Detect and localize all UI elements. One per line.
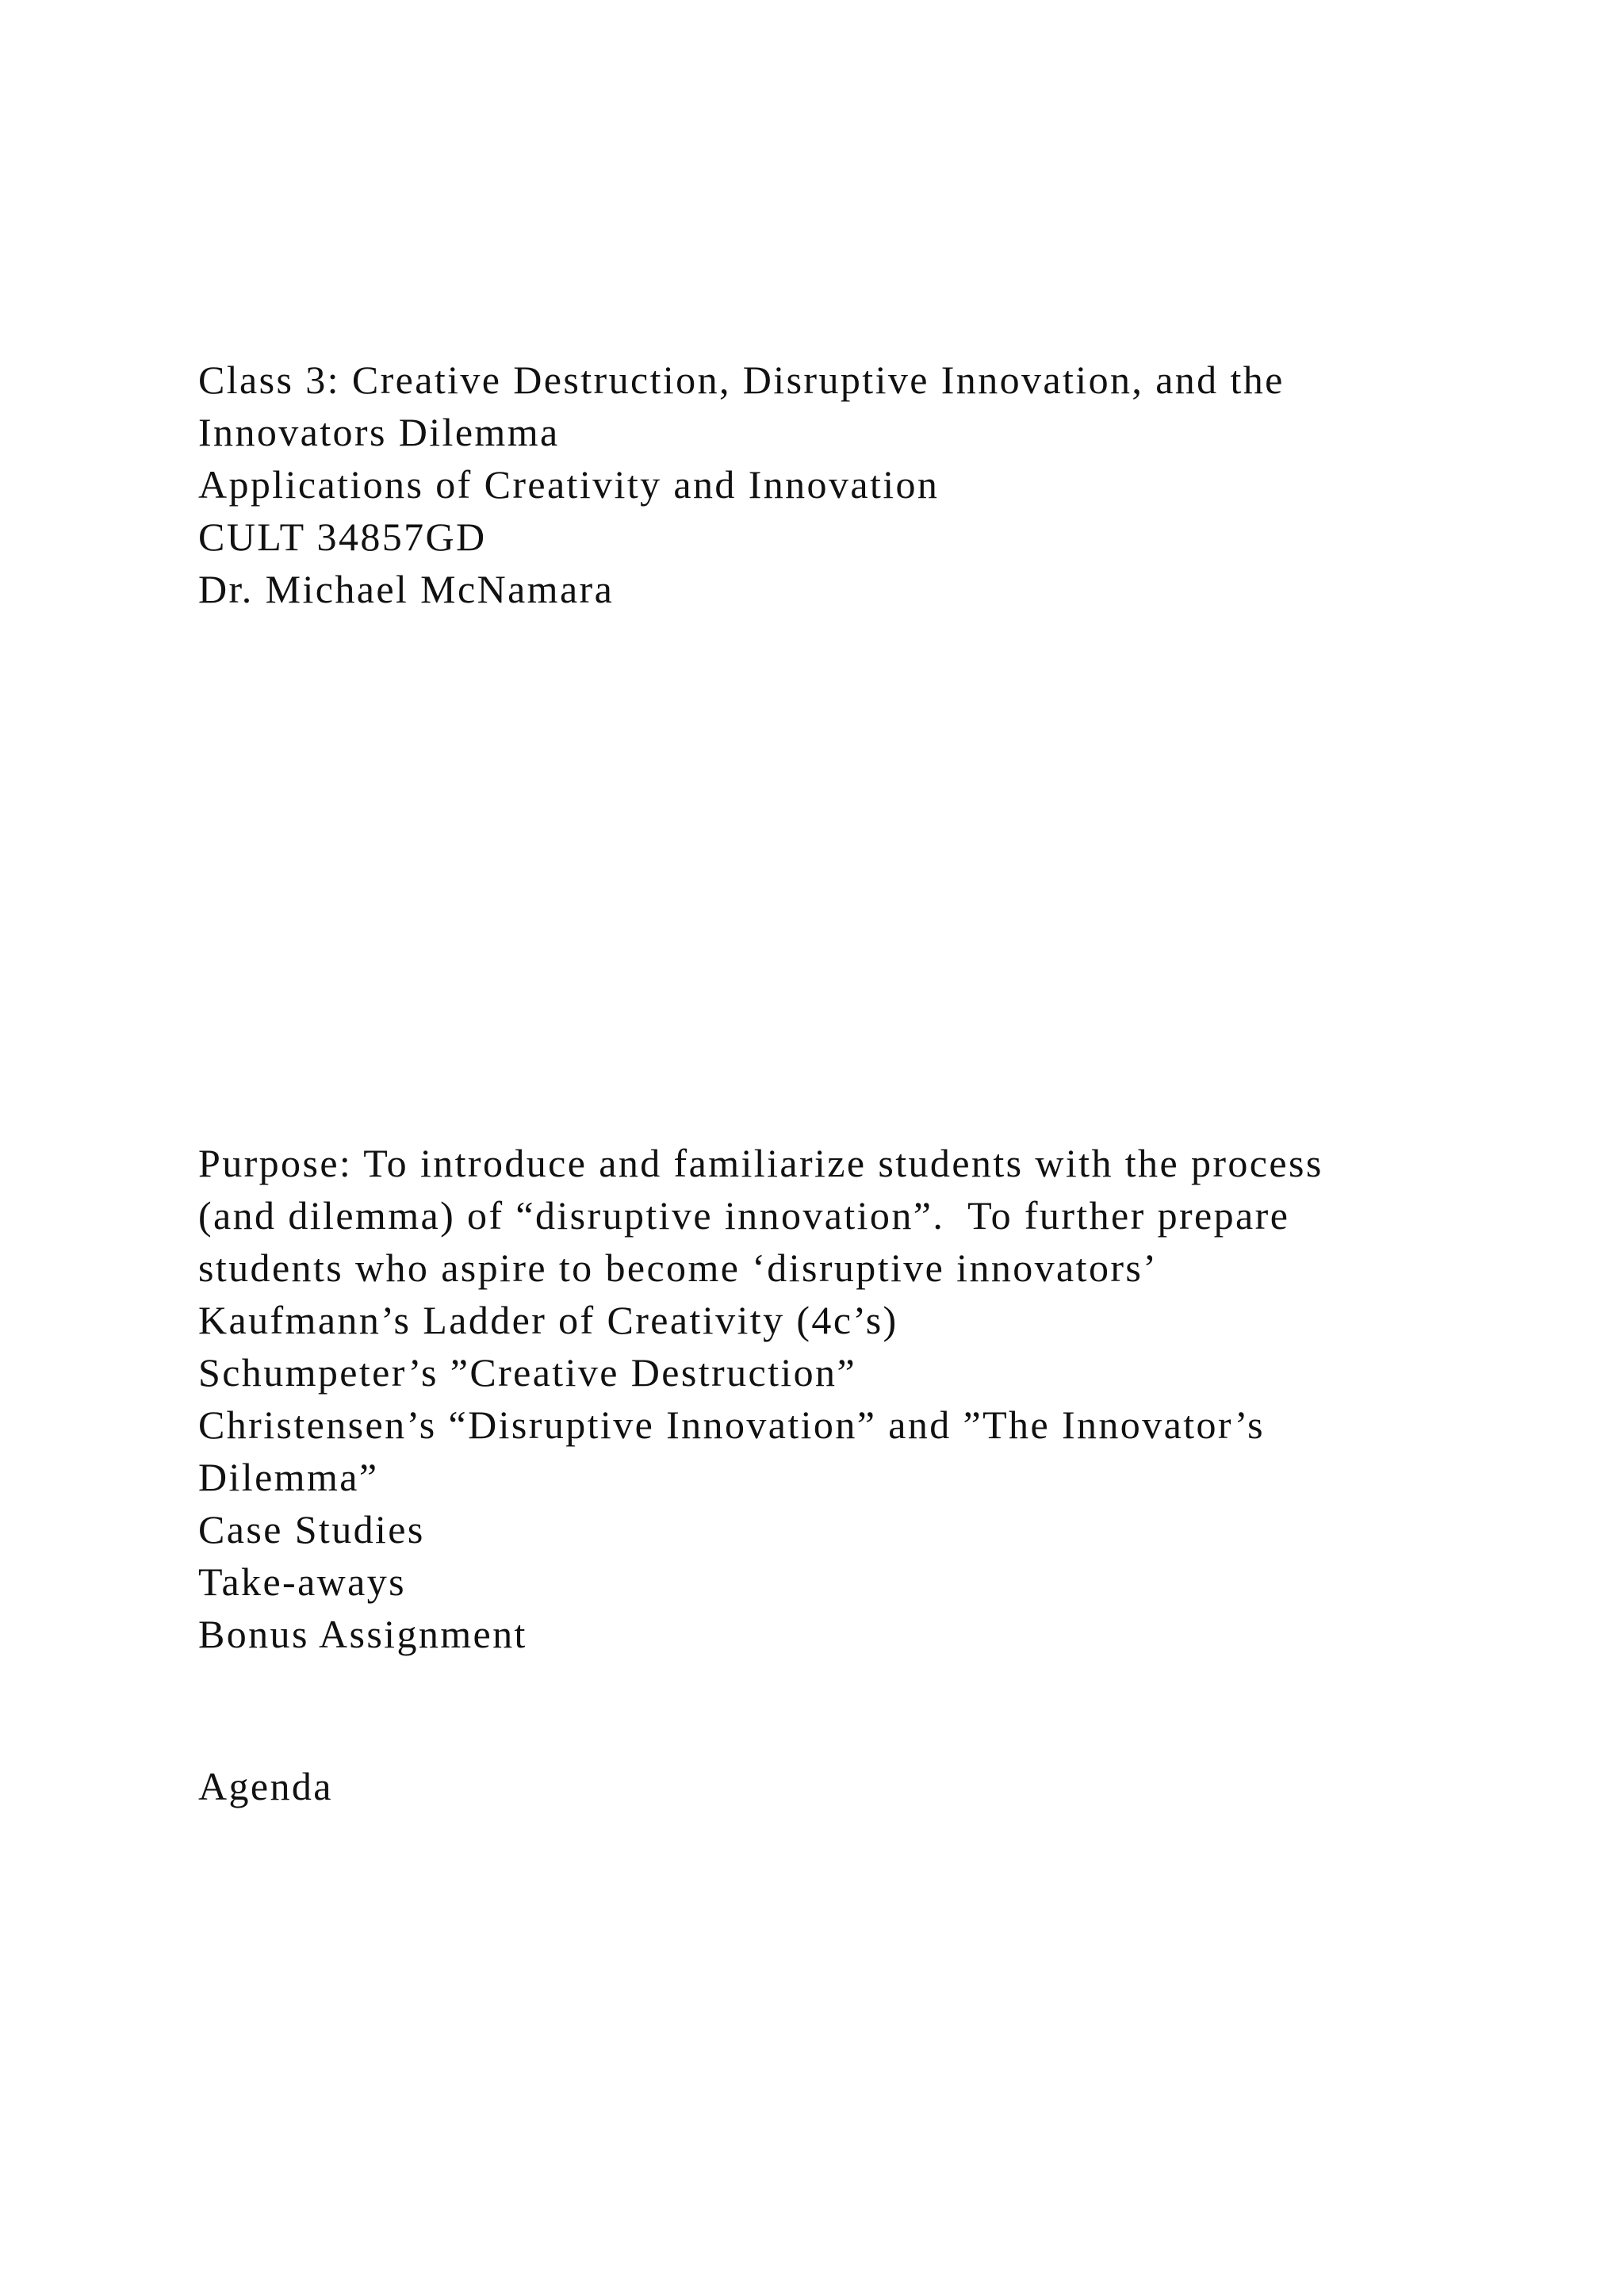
- agenda-item: Dilemma”: [198, 1455, 379, 1499]
- agenda-item: Kaufmann’s Ladder of Creativity (4c’s): [198, 1298, 898, 1342]
- course-code: CULT 34857GD: [198, 515, 487, 559]
- agenda-heading-block: [198, 1760, 1467, 1812]
- agenda-item: Take-aways: [198, 1559, 407, 1604]
- class-title-line-2: Innovators Dilemma: [198, 410, 560, 454]
- agenda-heading: Agenda: [198, 1764, 333, 1808]
- title-block: [198, 354, 1467, 615]
- agenda-item: Case Studies: [198, 1507, 425, 1552]
- agenda-item: Christensen’s “Disruptive Innovation” and ”The Innovator’s: [198, 1402, 1265, 1447]
- course-name: Applications of Creativity and Innovation: [198, 462, 940, 507]
- purpose-line-1: Purpose: To introduce and familiarize students with the process: [198, 1141, 1323, 1185]
- purpose-line-3: students who aspire to become ‘disruptive innovators’: [198, 1246, 1159, 1290]
- instructor-name: Dr. Michael McNamara: [198, 567, 615, 611]
- purpose-line-2: (and dilemma) of “disruptive innovation”. To further prepare: [198, 1193, 1290, 1238]
- class-title-line-1: Class 3: Creative Destruction, Disruptive Innovation, and the: [198, 358, 1285, 402]
- agenda-item: Schumpeter’s ”Creative Destruction”: [198, 1350, 857, 1395]
- agenda-item: Bonus Assignment: [198, 1612, 527, 1656]
- purpose-block: [198, 1137, 1467, 1660]
